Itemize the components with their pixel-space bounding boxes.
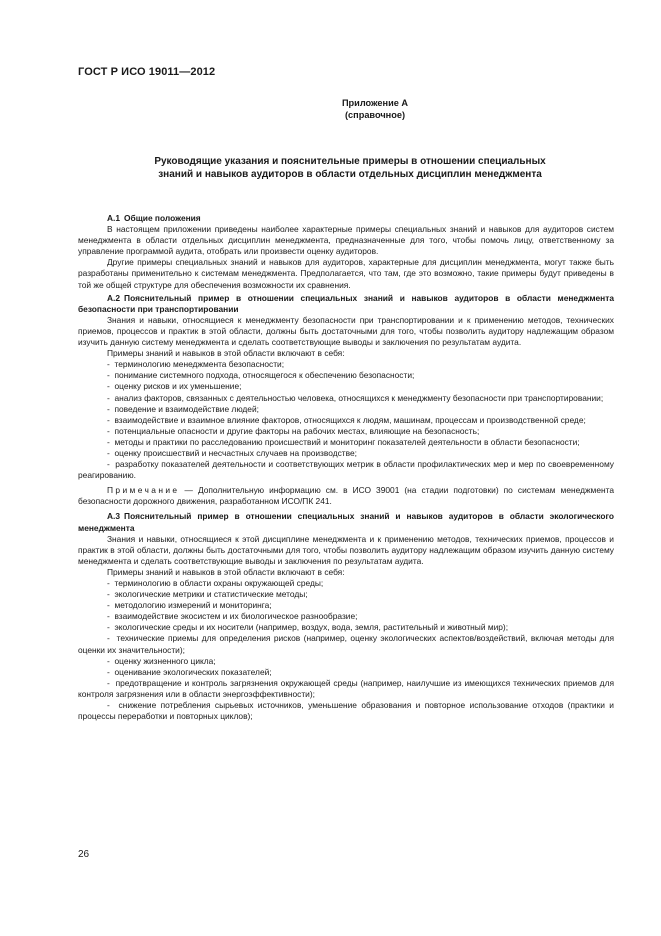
section-title: Общие положения [124,213,201,223]
section-number: А.2 [107,292,121,303]
paragraph: В настоящем приложении приведены наиболее характерные примеры специальных знаний и навыков для аудиторов систем менеджмента в области отдельных дисциплин менеджмента, предназначенные для того, чтобы помочь лицу, ответственному за управление программой аудита, отобрать или произвести оценку аудиторов. [78,224,614,257]
list-item: - анализ факторов, связанных с деятельностью человека, относящихся к менеджменту безопасности при транспортировании; [78,393,614,404]
section-number: А.3 [107,511,121,522]
paragraph: Знания и навыки, относящиеся к этой дисциплине менеджмента и к применению методов, технических приемов, процессов и практик в этой области, должны быть достаточными для того, чтобы позволить аудитору надлежащим образом изучить данную систему менеджмента и сделать соответствующие выводы и заключения по результатам аудита. [78,533,614,566]
section-title: Пояснительный пример в отношении специальных знаний и навыков аудиторов в области менеджмента безопасности при транспортировании [78,292,614,314]
note-text: — Дополнительную информацию см. в ИСО 39001 (на стадии подготовки) по системам менеджмента безопасности дорожного движения, разработанном ИСО/ПК 241. [78,485,614,507]
list-item: - экологические среды и их носители (например, воздух, вода, земля, растительный и животный мир); [78,622,614,633]
list-item: - технические приемы для определения рисков (например, оценку экологических аспектов/воздействий, включая методы для оценки их значительности); [78,633,614,655]
section-heading [78,511,614,533]
list-lead: Примеры знаний и навыков в этой области включают в себя: [107,566,345,577]
list-item: - терминологию в области охраны окружающей среды; [78,578,614,589]
list-item: - методы и практики по расследованию происшествий и мониторинг показателей деятельности в области безопасности; [78,437,614,448]
list-item: - методологию измерений и мониторинга; [78,600,614,611]
list-item: - поведение и взаимодействие людей; [78,404,614,415]
note [78,485,614,507]
note-label: Примечание [107,485,180,496]
paragraph: Знания и навыки, относящиеся к менеджменту безопасности при транспортировании и к применению методов, технических приемов, процессов и практик в этой области, должны быть достаточными для того, чтобы позволить аудитору надлежащим образом изучить данную систему менеджмента и сделать соответствующие выводы и заключения по результатам аудита. [78,314,614,348]
list-item: - взаимодействие и взаимное влияние факторов, относящихся к людям, машинам, процессам и производственной среде; [78,415,614,426]
annex-label: Приложение А [341,98,409,108]
section-heading [78,213,614,224]
list-item: - оценивание экологических показателей; [78,667,614,678]
annex-kind: (справочное) [344,109,405,120]
list-item: - оценку рисков и их уменьшение; [78,381,614,392]
list-item: - оценку жизненного цикла; [78,656,614,667]
list-item: - взаимодействие экосистем и их биологическое разнообразие; [78,611,614,622]
section-number: А.1 [107,213,121,223]
annex-heading [260,98,490,121]
paragraph: Другие примеры специальных знаний и навыков для аудиторов, характерные для дисциплин менеджмента, могут также быть разработаны применительно к системам менеджмента. Предполагается, что там, где это возможно, такие примеры будут приведены в той же общей структуре для обеспечения возможности их сравнения. [78,257,614,290]
list-item: - снижение потребления сырьевых источников, уменьшение образования и повторное использование отходов (практики и процессы переработки и повторных циклов); [78,700,614,722]
list-lead: Примеры знаний и навыков в этой области включают в себя: [107,348,345,359]
list-item: - оценку происшествий и несчастных случаев на производстве; [78,448,614,459]
list-item: - терминологию менеджмента безопасности; [78,359,614,370]
list-item: - понимание системного подхода, относящегося к обеспечению безопасности; [78,370,614,381]
list-item: - потенциальные опасности и другие факторы на рабочих местах, влияющие на безопасность; [78,426,614,437]
section-heading [78,293,614,315]
annex-title: Руководящие указания и пояснительные примеры в отношении специальных знаний и навыков аудиторов в области отдельных дисциплин менеджмента [154,156,546,180]
annex-body [78,211,614,722]
section-title: Пояснительный пример в отношении специальных знаний и навыков аудиторов в области экологического менеджмента [78,511,614,533]
list-item: - предотвращение и контроль загрязнения окружающей среды (например, наилучшие из имеющихся технических приемов для контроля загрязнения или в области энергоэффективности); [78,678,614,700]
list-item: - экологические метрики и статистические методы; [78,589,614,600]
standard-header: ГОСТ Р ИСО 19011—2012 [78,66,216,78]
list-item: - разработку показателей деятельности и соответствующих метрик в области профилактических мер и мер по своевременному реагированию. [78,459,614,481]
page-number: 26 [78,849,90,860]
